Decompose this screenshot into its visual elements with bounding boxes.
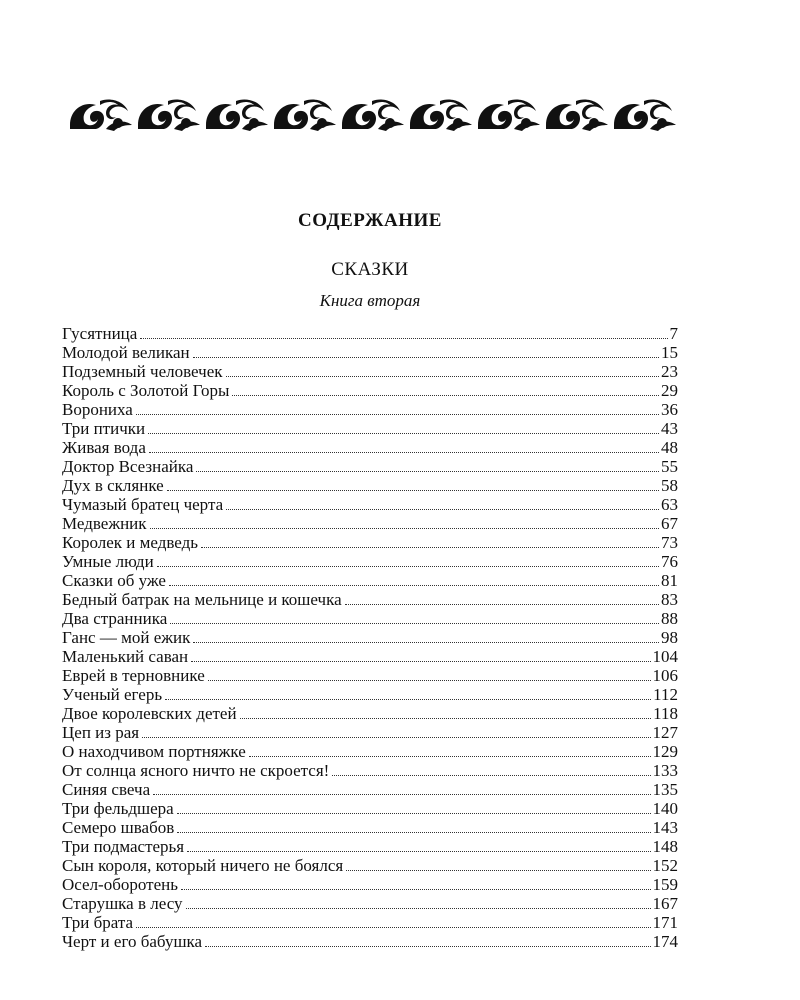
toc-entry-page: 83 — [661, 590, 678, 609]
toc-entry[interactable] — [62, 742, 678, 761]
toc-entry[interactable] — [62, 514, 678, 533]
toc-entry-page: 73 — [661, 533, 678, 552]
toc-entry-page: 67 — [661, 514, 678, 533]
floral-border-ornament — [66, 95, 678, 131]
toc-entry-page: 112 — [653, 685, 678, 704]
ornament-motif — [614, 99, 676, 131]
ornament-motif — [410, 99, 472, 131]
toc-entry-title: Ганс — мой ежик — [62, 628, 191, 647]
toc-entry-page: 143 — [652, 818, 678, 837]
dot-leader — [149, 452, 659, 453]
toc-entry[interactable] — [62, 438, 678, 457]
toc-entry-page: 135 — [652, 780, 678, 799]
toc-entry-page: 88 — [661, 609, 678, 628]
toc-entry[interactable] — [62, 571, 678, 590]
dot-leader — [142, 737, 650, 738]
toc-entry[interactable] — [62, 324, 678, 343]
toc-entry-title: Королек и медведь — [62, 533, 199, 552]
toc-entry-title: Осел-оборотень — [62, 875, 178, 894]
dot-leader — [177, 813, 651, 814]
dot-leader — [249, 756, 651, 757]
toc-entry-page: 171 — [652, 913, 678, 932]
toc-entry[interactable] — [62, 875, 678, 894]
toc-entry[interactable] — [62, 780, 678, 799]
toc-entry-page: 76 — [661, 552, 678, 571]
toc-entry-page: 63 — [661, 495, 678, 514]
toc-entry[interactable] — [62, 799, 678, 818]
toc-entry-title: Живая вода — [62, 438, 146, 457]
dot-leader — [165, 699, 651, 700]
toc-entry-title: Умные люди — [62, 552, 154, 571]
toc-entry-page: 129 — [652, 742, 678, 761]
dot-leader — [205, 946, 650, 947]
toc-entry-title: Сын короля, который ничего не боялся — [62, 856, 344, 875]
toc-entry[interactable] — [62, 818, 678, 837]
toc-entry-page: 15 — [661, 343, 678, 362]
dot-leader — [153, 794, 650, 795]
toc-entry-title: Два странника — [62, 609, 168, 628]
toc-entry-page: 81 — [661, 571, 678, 590]
dot-leader — [193, 357, 659, 358]
toc-entry-title: Молодой великан — [62, 343, 190, 362]
dot-leader — [201, 547, 659, 548]
toc-entry[interactable] — [62, 343, 678, 362]
toc-entry-page: 48 — [661, 438, 678, 457]
toc-entry-page: 152 — [652, 856, 678, 875]
toc-entry-title: Черт и его бабушка — [62, 932, 203, 951]
ornament-motif — [274, 99, 336, 131]
dot-leader — [140, 338, 667, 339]
dot-leader — [167, 490, 659, 491]
dot-leader — [226, 376, 659, 377]
toc-entry-title: Синяя свеча — [62, 780, 151, 799]
table-of-contents — [62, 324, 678, 951]
toc-entry-page: 148 — [652, 837, 678, 856]
toc-entry-title: Подземный человечек — [62, 362, 223, 381]
toc-entry[interactable] — [62, 856, 678, 875]
toc-entry-page: 7 — [669, 324, 678, 343]
toc-entry-page: 133 — [652, 761, 678, 780]
ornament-motif — [342, 99, 404, 131]
dot-leader — [170, 623, 659, 624]
toc-entry-title: Король с Золотой Горы — [62, 381, 230, 400]
dot-leader — [169, 585, 659, 586]
toc-entry-page: 29 — [661, 381, 678, 400]
toc-entry[interactable] — [62, 913, 678, 932]
toc-entry[interactable] — [62, 609, 678, 628]
toc-entry-title: Двое королевских детей — [62, 704, 237, 723]
toc-entry-page: 140 — [652, 799, 678, 818]
toc-entry[interactable] — [62, 837, 678, 856]
dot-leader — [232, 395, 659, 396]
dot-leader — [157, 566, 659, 567]
toc-entry-page: 127 — [652, 723, 678, 742]
toc-entry-title: Семеро швабов — [62, 818, 175, 837]
dot-leader — [226, 509, 659, 510]
toc-entry-page: 159 — [652, 875, 678, 894]
dot-leader — [177, 832, 650, 833]
toc-entry-page: 55 — [661, 457, 678, 476]
toc-entry-title: Три подмастерья — [62, 837, 185, 856]
ornament-motif — [206, 99, 268, 131]
contents-title: СОДЕРЖАНИЕ — [298, 210, 442, 231]
dot-leader — [148, 433, 659, 434]
toc-entry-page: 118 — [653, 704, 678, 723]
ornament-motif — [478, 99, 540, 131]
toc-entry[interactable] — [62, 400, 678, 419]
toc-entry[interactable] — [62, 533, 678, 552]
section-title: СКАЗКИ — [331, 259, 409, 280]
toc-entry[interactable] — [62, 685, 678, 704]
toc-entry-title: Бедный батрак на мельнице и кошечка — [62, 590, 342, 609]
toc-entry-title: Медвежник — [62, 514, 147, 533]
dot-leader — [240, 718, 652, 719]
toc-entry[interactable] — [62, 647, 678, 666]
toc-entry[interactable] — [62, 666, 678, 685]
dot-leader — [150, 528, 659, 529]
toc-entry-page: 58 — [661, 476, 678, 495]
book-title: Книга вторая — [319, 291, 421, 310]
toc-entry-page: 43 — [661, 419, 678, 438]
ornament-motif — [70, 99, 132, 131]
toc-entry-page: 98 — [661, 628, 678, 647]
toc-entry[interactable] — [62, 457, 678, 476]
toc-entry[interactable] — [62, 704, 678, 723]
toc-entry-title: Три фельдшера — [62, 799, 174, 818]
toc-entry-page: 174 — [652, 932, 678, 951]
toc-entry[interactable] — [62, 552, 678, 571]
toc-entry[interactable] — [62, 476, 678, 495]
toc-entry[interactable] — [62, 894, 678, 913]
toc-entry[interactable] — [62, 590, 678, 609]
toc-entry-title: Старушка в лесу — [62, 894, 183, 913]
toc-entry-title: Сказки об уже — [62, 571, 166, 590]
dot-leader — [186, 908, 651, 909]
toc-entry[interactable] — [62, 932, 678, 951]
dot-leader — [181, 889, 651, 890]
toc-entry[interactable] — [62, 628, 678, 647]
dot-leader — [193, 642, 659, 643]
toc-entry-title: Чумазый братец черта — [62, 495, 224, 514]
toc-entry-title: О находчивом портняжке — [62, 742, 246, 761]
dot-leader — [332, 775, 650, 776]
ornament-motif — [138, 99, 200, 131]
toc-entry-title: Дух в склянке — [62, 476, 164, 495]
toc-entry-page: 23 — [661, 362, 678, 381]
toc-entry-title: Еврей в терновнике — [62, 666, 205, 685]
toc-entry-page: 106 — [652, 666, 678, 685]
dot-leader — [345, 604, 659, 605]
dot-leader — [346, 870, 650, 871]
toc-entry-title: Три брата — [62, 913, 134, 932]
toc-entry[interactable] — [62, 362, 678, 381]
toc-entry-title: Ученый егерь — [62, 685, 163, 704]
toc-entry-page: 36 — [661, 400, 678, 419]
toc-entry[interactable] — [62, 381, 678, 400]
dot-leader — [196, 471, 659, 472]
toc-entry-page: 104 — [652, 647, 678, 666]
toc-entry-page: 167 — [652, 894, 678, 913]
dot-leader — [191, 661, 650, 662]
toc-entry-title: Три птички — [62, 419, 146, 438]
toc-entry-title: Маленький саван — [62, 647, 189, 666]
toc-entry[interactable] — [62, 419, 678, 438]
toc-entry-title: От солнца ясного ничто не скроется! — [62, 761, 330, 780]
toc-entry[interactable] — [62, 723, 678, 742]
dot-leader — [208, 680, 651, 681]
dot-leader — [187, 851, 650, 852]
toc-entry-title: Ворониха — [62, 400, 133, 419]
toc-entry-title: Цеп из рая — [62, 723, 140, 742]
ornament-motif — [546, 99, 608, 131]
dot-leader — [136, 927, 650, 928]
toc-entry[interactable] — [62, 761, 678, 780]
toc-entry[interactable] — [62, 495, 678, 514]
toc-entry-title: Доктор Всезнайка — [62, 457, 194, 476]
toc-entry-title: Гусятница — [62, 324, 138, 343]
dot-leader — [136, 414, 659, 415]
